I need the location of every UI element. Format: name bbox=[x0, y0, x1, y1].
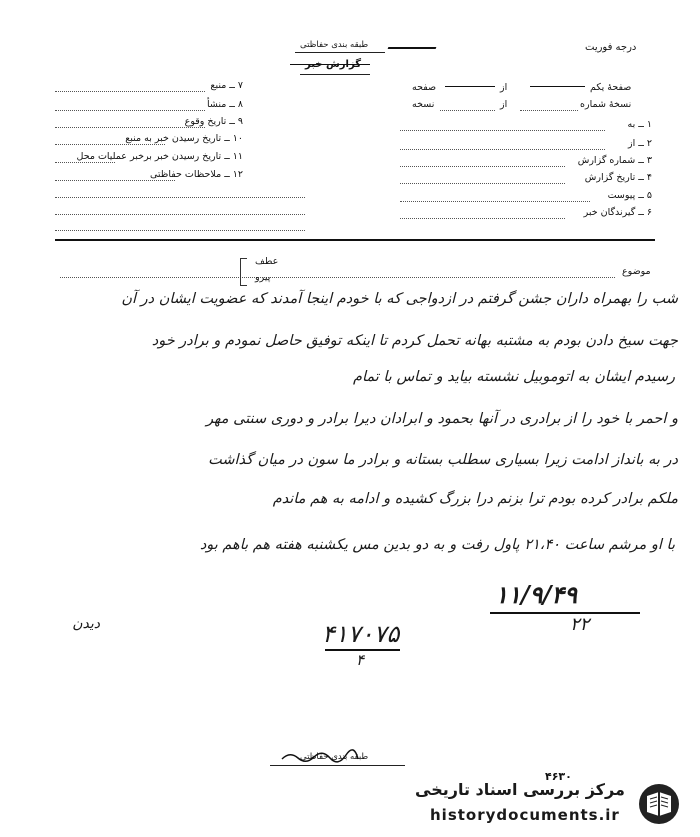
watermark-logo-icon bbox=[637, 782, 681, 826]
page-number-label: صفحهٔ یکم bbox=[590, 82, 632, 93]
subject-label: موضوع bbox=[622, 266, 651, 277]
footer-line bbox=[270, 765, 405, 766]
hand-line-5: در به بانداز ادامت زیرا بسیاری سطلب بستانه و برادر ما سون در میان گذاشت bbox=[208, 452, 678, 468]
field-attachment: ۵ ــ پیوست bbox=[607, 190, 652, 201]
copy-from: از bbox=[500, 99, 508, 110]
page-word: صفحه bbox=[412, 82, 437, 93]
registration-number-sub: ۴ bbox=[356, 651, 365, 669]
hand-line-1: شب را بهمراه داران جشن گرفتم در ازدواجی که با خودم اینجا آمدند که عضویت ایشان در آن bbox=[121, 291, 678, 307]
title-overstrike bbox=[290, 64, 370, 65]
footer-classification: طبقه بندی حفاظتی bbox=[300, 752, 369, 762]
classification-label: طبقه بندی حفاظتی bbox=[300, 40, 369, 50]
hand-line-8: دیدن bbox=[72, 616, 100, 632]
priority-label: درجه فوریت bbox=[585, 42, 637, 53]
header-divider bbox=[55, 239, 655, 241]
watermark-url: historydocuments.ir bbox=[430, 806, 620, 824]
field-security-notes: ۱۲ ــ ملاحظات حفاظتی bbox=[149, 169, 243, 180]
date-stamp: ۱۱/۹/۴۹ bbox=[495, 580, 577, 609]
classification-line bbox=[295, 52, 385, 53]
hand-line-3: رسیدم ایشان به اتوموبیل نشسته بیاید و تماس با تمام bbox=[352, 369, 675, 385]
subject-line bbox=[60, 277, 615, 278]
title-underline bbox=[300, 74, 370, 75]
copy-word: نسخه bbox=[412, 99, 435, 110]
hand-line-7: با او مرشم ساعت ۲۱،۴۰ پاول رفت و به دو بدین مس یکشنبه هفته هم باهم بود bbox=[199, 537, 675, 553]
ref-atf-label: عطف bbox=[255, 256, 279, 267]
date-stamp-sub: ۲۲ bbox=[570, 614, 590, 635]
field-report-number: ۳ ــ شماره گزارش bbox=[577, 155, 652, 166]
hand-line-6: ملکم برادر کرده بودم ترا بزنم درا بزرگ کشیده و ادامه به هم ماندم bbox=[272, 491, 678, 507]
field-origin: ۸ ــ منشأ bbox=[206, 99, 243, 110]
field-from: ۲ ــ از bbox=[628, 138, 652, 149]
field-source: ۷ ــ منبع bbox=[210, 80, 243, 91]
ref-bracket bbox=[240, 258, 247, 286]
copy-number-label: نسخهٔ شماره bbox=[580, 99, 632, 110]
hand-line-2: جهت سیخ دادن بودم به مشتبه بهانه تحمل کردم تا اینکه توفیق حاصل نمودم و برادر خود bbox=[151, 333, 678, 349]
watermark-title: مرکز بررسی اسناد تاریخی bbox=[415, 780, 625, 799]
page-from: از bbox=[500, 82, 508, 93]
ref-peyro-label: پیرو bbox=[255, 272, 271, 283]
field-report-date: ۴ ــ تاریخ گزارش bbox=[584, 172, 652, 183]
field-to: ۱ ــ به bbox=[627, 119, 652, 130]
classification-scribble bbox=[388, 47, 437, 49]
field-occurrence-date: ۹ ــ تاریخ وقوع bbox=[184, 116, 243, 127]
hand-line-4: و احمر با خود را از برادری در آنها بحمود و ابرادان دیرا برادر و دوری سنتی مهر bbox=[206, 411, 678, 427]
footer-ref-number: ۴۶۳۰ bbox=[545, 770, 572, 783]
page-total-hand bbox=[445, 86, 495, 87]
field-date-to-source: ۱۰ ــ تاریخ رسیدن خبر به منبع bbox=[125, 133, 243, 144]
page-number-hand bbox=[530, 86, 585, 87]
registration-number: ۴۱۷۰۷۵ bbox=[322, 620, 400, 648]
field-date-to-operations: ۱۱ ــ تاریخ رسیدن خبر برخبر عملیات محل bbox=[76, 151, 243, 162]
field-recipients: ۶ ــ گیرندگان خبر bbox=[583, 207, 652, 218]
date-stamp-underline bbox=[490, 612, 640, 614]
